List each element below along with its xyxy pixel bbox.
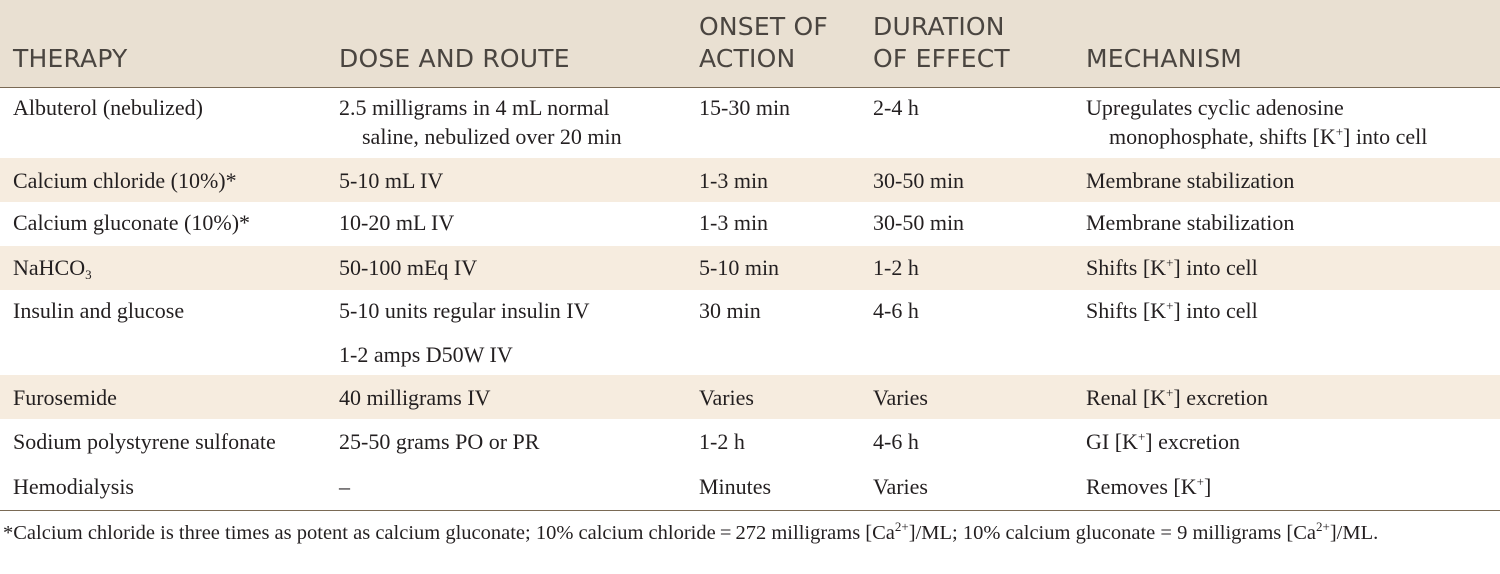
cell-dose: 5-10 units regular insulin IV 1-2 amps D50W IV <box>339 298 590 367</box>
table-row <box>0 464 1500 510</box>
cell-mechanism: Shifts [K+] into cell <box>1086 298 1258 323</box>
cell-onset: 5-10 min <box>699 255 780 280</box>
header-onset: ONSET OF ACTION <box>699 12 828 73</box>
cell-duration: 4-6 h <box>873 429 919 454</box>
cell-onset: Minutes <box>699 474 772 499</box>
cell-dose: 50-100 mEq IV <box>339 255 478 280</box>
table-header <box>0 0 1500 88</box>
table-row <box>0 246 1500 290</box>
header-dose-route: DOSE AND ROUTE <box>339 44 570 73</box>
cell-therapy: Hemodialysis <box>13 474 134 499</box>
cell-mechanism: Upregulates cyclic adenosine monophosphate, shifts [K+] into cell <box>1086 95 1428 149</box>
cell-therapy: Furosemide <box>13 385 117 410</box>
header-mechanism: MECHANISM <box>1086 44 1243 73</box>
cell-therapy: Sodium polystyrene sulfonate <box>13 429 276 454</box>
header-therapy: THERAPY <box>13 44 128 73</box>
cell-dose: 2.5 milligrams in 4 mL normal saline, nebulized over 20 min <box>339 95 622 149</box>
table-row <box>0 375 1500 419</box>
cell-mechanism: Renal [K+] excretion <box>1086 385 1269 410</box>
cell-dose: 5-10 mL IV <box>339 168 444 193</box>
table-row <box>0 290 1500 375</box>
cell-dose: 25-50 grams PO or PR <box>339 429 540 454</box>
table-row <box>0 419 1500 464</box>
table-row <box>0 158 1500 202</box>
cell-mechanism: Membrane stabilization <box>1086 210 1295 235</box>
cell-dose: 40 milligrams IV <box>339 385 491 410</box>
cell-dose: 10-20 mL IV <box>339 210 455 235</box>
cell-onset: Varies <box>699 385 754 410</box>
cell-duration: 1-2 h <box>873 255 919 280</box>
table-bottom-rule <box>0 510 1500 511</box>
cell-onset: 1-2 h <box>699 429 745 454</box>
cell-therapy: NaHCO$_3$ <box>13 255 92 282</box>
cell-onset: 1-3 min <box>699 210 769 235</box>
cell-therapy: Insulin and glucose <box>13 298 185 323</box>
table-row <box>0 202 1500 246</box>
cell-therapy: Calcium chloride (10%)* <box>13 168 237 193</box>
cell-dose: – <box>339 474 350 499</box>
cell-duration: Varies <box>873 385 928 410</box>
header-duration: DURATION OF EFFECT <box>873 12 1010 73</box>
cell-duration: 30-50 min <box>873 210 965 235</box>
cell-mechanism: Shifts [K+] into cell <box>1086 255 1258 280</box>
cell-onset: 1-3 min <box>699 168 769 193</box>
cell-mechanism: Membrane stabilization <box>1086 168 1295 193</box>
cell-therapy: Albuterol (nebulized) <box>13 95 203 120</box>
cell-duration: 30-50 min <box>873 168 965 193</box>
cell-onset: 15-30 min <box>699 95 791 120</box>
cell-onset: 30 min <box>699 298 761 323</box>
cell-therapy: Calcium gluconate (10%)* <box>13 210 251 235</box>
cell-duration: 2-4 h <box>873 95 919 120</box>
cell-mechanism: Removes [K+] <box>1086 474 1212 499</box>
table-row <box>0 89 1500 158</box>
cell-duration: Varies <box>873 474 928 499</box>
cell-duration: 4-6 h <box>873 298 919 323</box>
cell-mechanism: GI [K+] excretion <box>1086 429 1240 454</box>
table-footnote: *Calcium chloride is three times as potent as calcium gluconate; 10% calcium chloride = 272 milligrams $[Ca^{2+}]/ML$; 10% calcium gluconate = 9 milligrams $[Ca^{2+}]/ML$. <box>3 519 1379 544</box>
